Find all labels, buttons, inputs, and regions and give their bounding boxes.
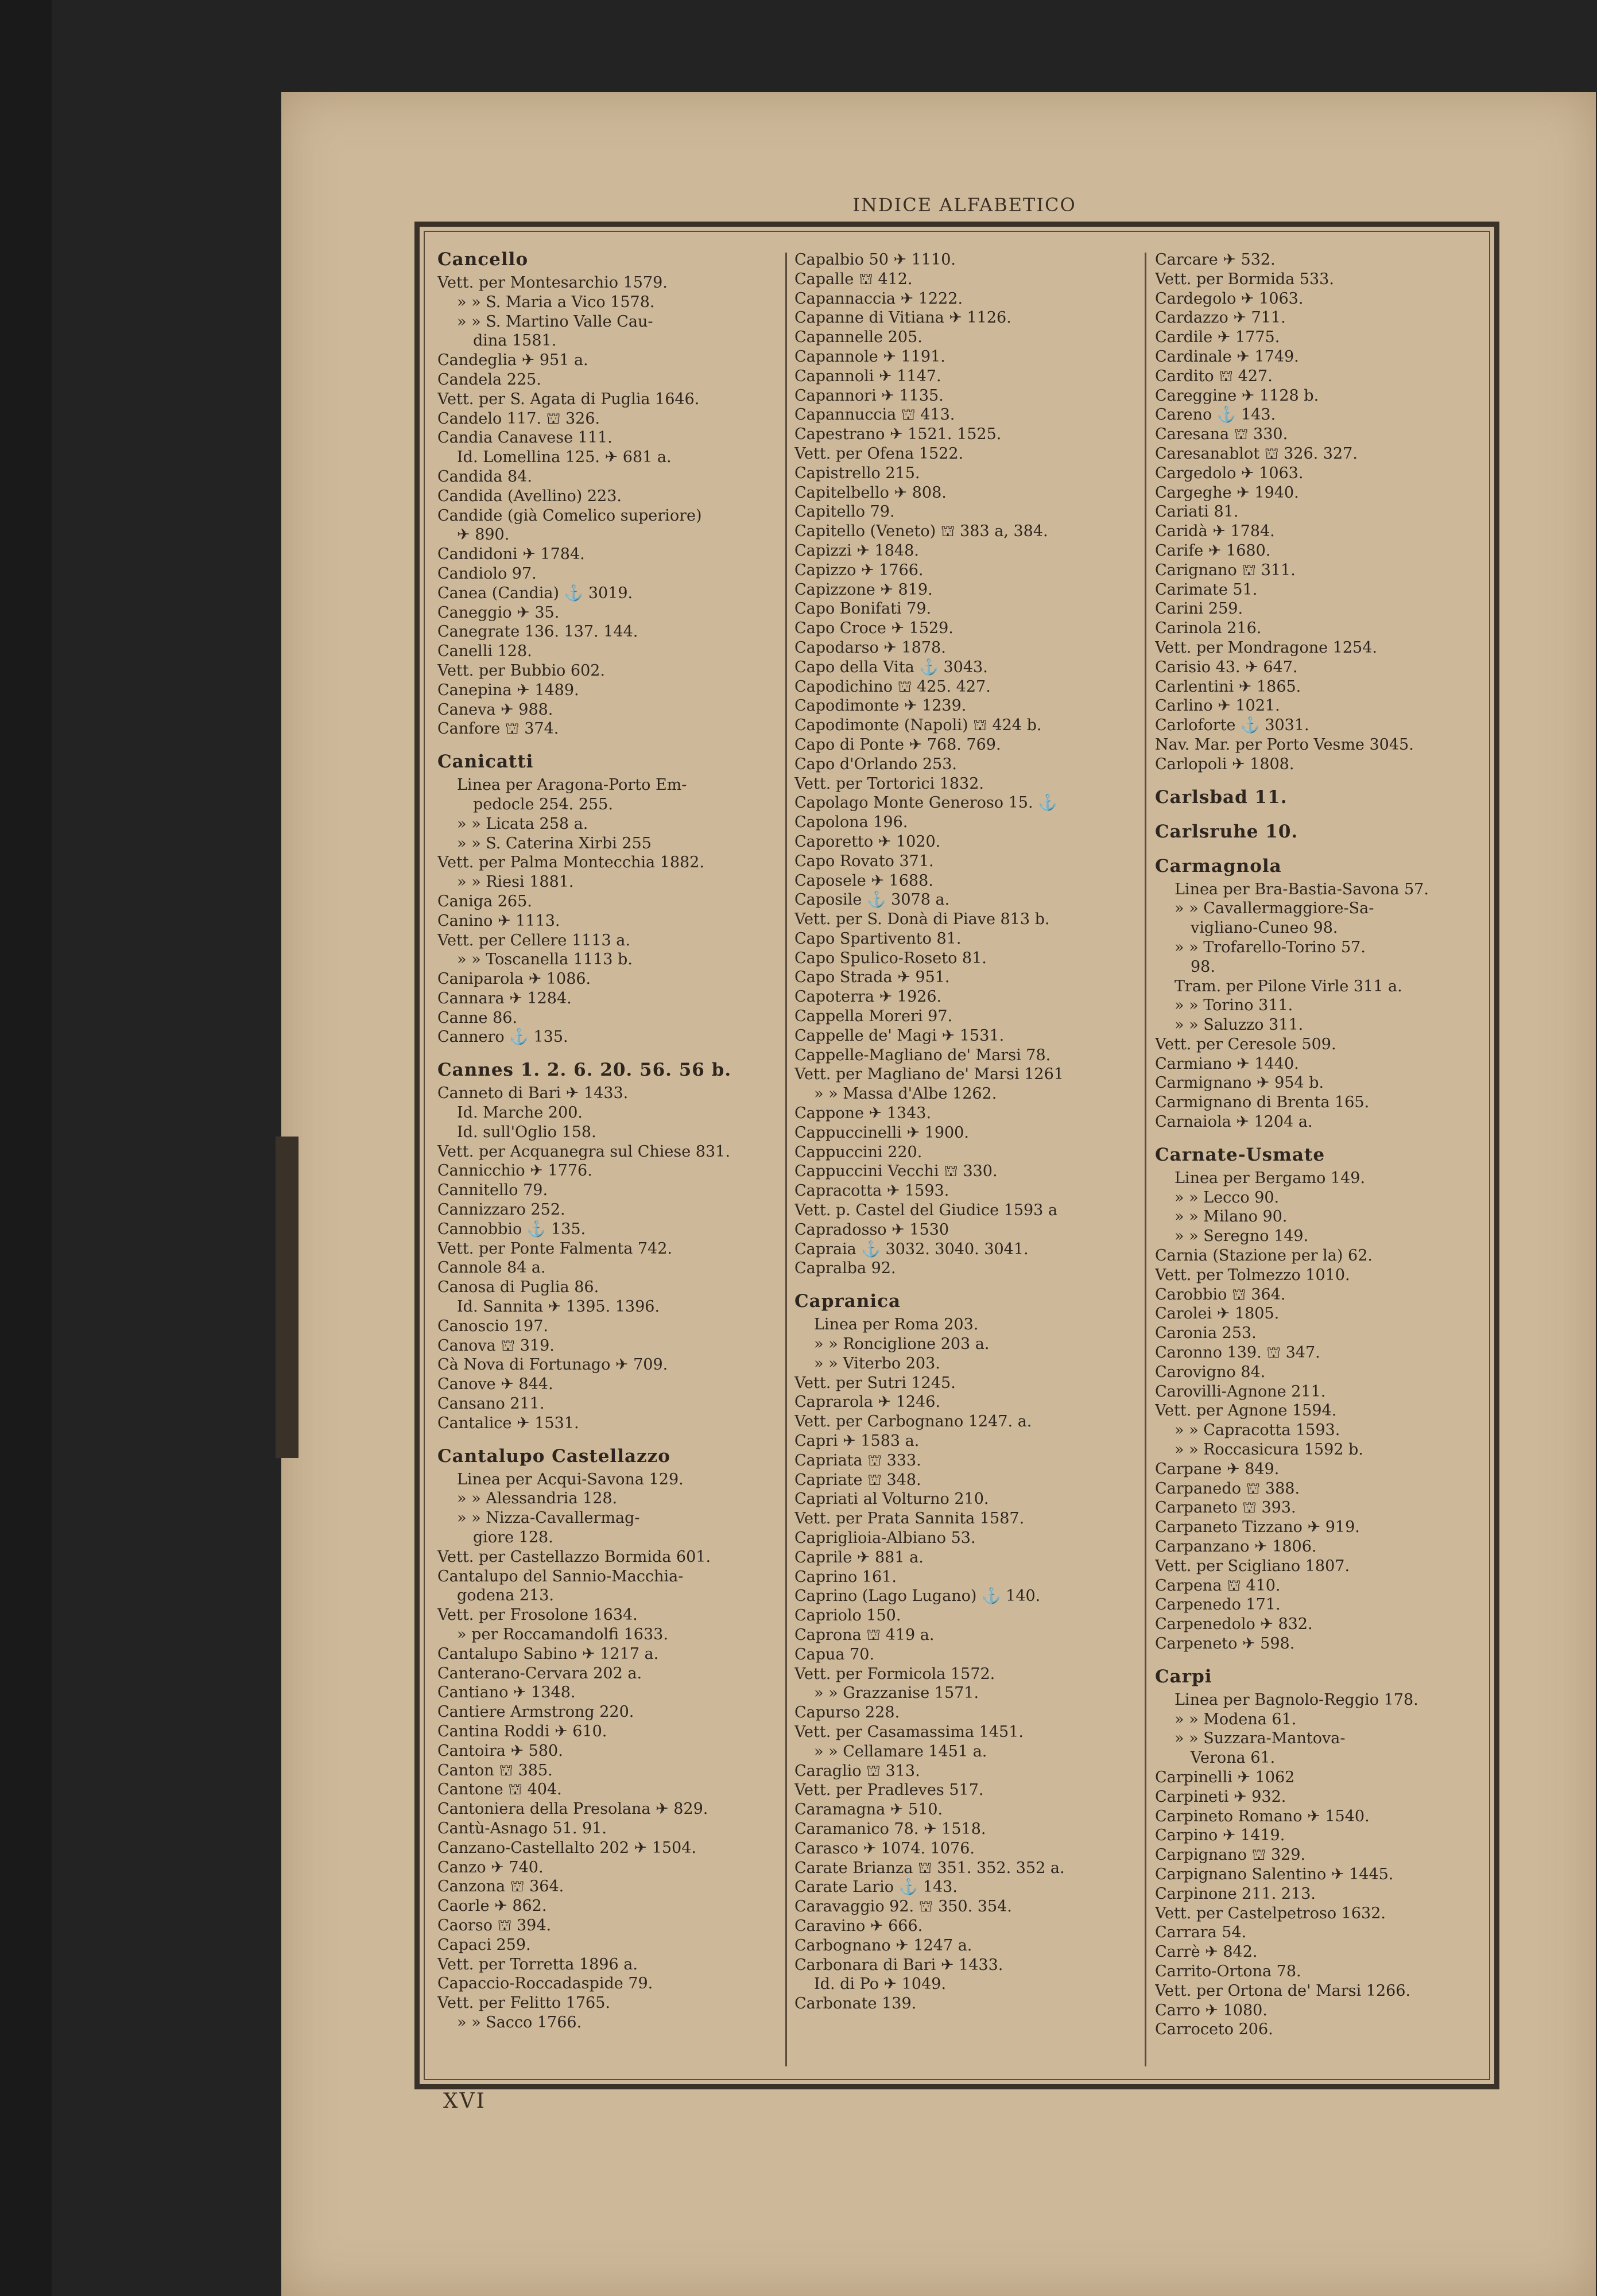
index-entry: Cansano 211. [437,1395,545,1413]
index-entry: Cannole 84 a. [437,1259,546,1277]
index-entry: Capriglioia-Albiano 53. [794,1529,976,1547]
index-continuation: dina 1581. [473,332,557,350]
index-entry: Cannizzaro 252. [437,1201,565,1219]
index-subentry: Linea per Roma 203. [814,1316,979,1334]
index-entry: Vett. per Ceresole 509. [1155,1035,1336,1053]
index-entry: Cardile ✈ 1775. [1155,328,1280,347]
index-entry: Carpane ✈ 849. [1155,1460,1280,1478]
index-entry: Carnaiola ✈ 1204 a. [1155,1113,1313,1131]
index-heading: Carnate-Usmate [1155,1144,1325,1165]
running-title: INDICE ALFABETICO [852,194,1076,216]
index-subentry: » » Licata 258 a. [457,815,588,833]
index-entry: Carpenedo 171. [1155,1596,1281,1614]
index-entry: Capitelbello ✈ 808. [794,483,947,502]
index-entry: Cappelle de' Magi ✈ 1531. [794,1026,1005,1045]
index-entry: Carpanzano ✈ 1806. [1155,1538,1317,1556]
index-entry: Cantoira ✈ 580. [437,1742,563,1760]
index-entry: Cannara ✈ 1284. [437,989,572,1007]
index-subentry: » » S. Martino Valle Cau- [457,312,653,331]
index-entry: Canea (Candia) ⚓ 3019. [437,584,633,602]
index-entry: Vett. per Palma Montecchia 1882. [437,854,704,872]
index-subentry: ✈ 890. [457,526,510,544]
index-entry: Vett. per Torretta 1896 a. [437,1955,638,1973]
index-entry: Caprile ✈ 881 a. [794,1548,924,1566]
index-entry: Caneva ✈ 988. [437,700,553,719]
index-entry: Carrara 54. [1155,1923,1247,1942]
index-entry: Capo Strada ✈ 951. [794,968,950,987]
index-entry: Carpineti ✈ 932. [1155,1787,1286,1806]
index-heading: Capranica [794,1291,901,1312]
index-entry: Canove ✈ 844. [437,1375,553,1394]
index-subentry: » per Roccamandolfi 1633. [457,1626,668,1643]
index-continuation: vigliano-Cuneo 98. [1191,919,1338,937]
index-entry: Carisio 43. ✈ 647. [1155,658,1298,676]
index-entry: Capriate ⛫ 348. [794,1471,921,1489]
index-entry: Canegrate 136. 137. 144. [437,623,638,641]
index-entry: Cantalupo del Sannio-Macchia- [437,1567,684,1585]
index-entry: Cantiere Armstrong 220. [437,1703,634,1721]
index-entry: Capriolo 150. [794,1607,901,1625]
index-subentry: » » Saluzzo 311. [1175,1016,1304,1034]
index-entry: Vett. per Carbognano 1247. a. [794,1413,1032,1431]
index-entry: Canoscio 197. [437,1317,548,1335]
index-entry: Capaccio-Roccadaspide 79. [437,1975,653,1993]
index-entry: Carroceto 206. [1155,2020,1273,2039]
index-continuation: pedocle 254. 255. [473,795,613,813]
index-entry: Carate Lario ⚓ 143. [794,1878,958,1896]
column-rule [785,253,787,2066]
index-entry: Cantù-Asnago 51. 91. [437,1819,607,1837]
index-entry: Caronia 253. [1155,1324,1257,1343]
index-entry: Caramanico 78. ✈ 1518. [794,1820,986,1838]
index-entry: Carbognano ✈ 1247 a. [794,1936,972,1954]
index-entry: Cantone ⛫ 404. [437,1781,562,1799]
index-entry: Canino ✈ 1113. [437,912,560,930]
index-entry: Caneggio ✈ 35. [437,603,560,622]
index-entry: Carpignano ⛫ 329. [1155,1846,1306,1864]
index-entry: Capodichino ⛫ 425. 427. [794,677,991,696]
index-heading: Carmagnola [1155,855,1282,876]
index-heading: Carlsruhe 10. [1155,821,1298,842]
index-entry: Capalle ⛫ 412. [794,270,913,288]
index-entry: Capo di Ponte ✈ 768. 769. [794,735,1001,754]
index-continuation: 98. [1191,957,1215,976]
index-entry: Caresana ⛫ 330. [1155,425,1288,444]
index-entry: Capo Rovato 371. [794,852,934,870]
index-entry: Capitello 79. [794,503,895,521]
index-entry: Carolei ✈ 1805. [1155,1305,1280,1323]
index-entry: Cantoniera della Presolana ✈ 829. [437,1800,708,1818]
index-entry: Carovigno 84. [1155,1363,1266,1381]
index-heading: Canicatti [437,751,534,773]
index-entry: Carlentini ✈ 1865. [1155,677,1301,696]
index-entry: Capalbio 50 ✈ 1110. [794,251,956,269]
index-entry: Carrito-Ortona 78. [1155,1962,1301,1980]
index-entry: Capistrello 215. [794,464,920,482]
index-entry: Candela 225. [437,370,541,389]
index-entry: Cargedolo ✈ 1063. [1155,464,1304,482]
index-entry: Capannoli ✈ 1147. [794,367,941,385]
index-subentry: » » Viterbo 203. [814,1354,940,1372]
index-entry: Caridà ✈ 1784. [1155,522,1275,541]
index-continuation: Verona 61. [1191,1749,1276,1767]
index-subentry: Id. sull'Oglio 158. [457,1123,596,1141]
index-entry: Carife ✈ 1680. [1155,541,1271,560]
index-entry: Cappone ✈ 1343. [794,1104,932,1123]
index-entry: Canfore ⛫ 374. [437,720,559,738]
index-entry: Vett. per Pradleves 517. [794,1781,984,1799]
index-heading: Carpi [1155,1666,1212,1687]
index-entry: Vett. per Prata Sannita 1587. [794,1510,1025,1528]
index-subentry: » » Grazzanise 1571. [814,1684,979,1702]
index-entry: Carro ✈ 1080. [1155,2001,1267,2019]
index-entry: Carrè ✈ 842. [1155,1943,1258,1961]
index-entry: Vett. per Bubbio 602. [437,661,606,680]
index-entry: Capodimonte (Napoli) ⛫ 424 b. [794,716,1042,735]
index-entry: Candida 84. [437,467,532,486]
index-entry: Canosa di Puglia 86. [437,1278,599,1297]
index-subentry: Id. di Po ✈ 1049. [814,1975,947,1994]
index-entry: Carbonate 139. [794,1995,917,2013]
index-entry: Carmignano ✈ 954 b. [1155,1074,1324,1092]
index-heading: Carlsbad 11. [1155,786,1288,808]
index-subentry: » » Toscanella 1113 b. [457,951,633,969]
index-subentry: Id. Marche 200. [457,1104,583,1122]
index-entry: Capizzo ✈ 1766. [794,561,924,579]
index-entry: Cannicchio ✈ 1776. [437,1162,592,1180]
index-entry: Vett. per Cellere 1113 a. [437,931,630,949]
index-subentry: » » Riesi 1881. [457,873,574,891]
index-entry: Careno ⚓ 143. [1155,406,1276,424]
index-entry: Capri ✈ 1583 a. [794,1432,920,1450]
index-entry: Carpena ⛫ 410. [1155,1576,1281,1595]
index-entry: Vett. per Tortorici 1832. [794,774,984,793]
index-entry: Carpino ✈ 1419. [1155,1826,1285,1845]
index-entry: Canzo ✈ 740. [437,1858,544,1876]
index-heading: Cantalupo Castellazzo [437,1445,670,1467]
index-entry: Caorle ✈ 862. [437,1897,547,1915]
index-entry: Cardazzo ✈ 711. [1155,309,1286,327]
index-entry: Capitello (Veneto) ⛫ 383 a, 384. [794,522,1048,541]
index-subentry: Linea per Aragona-Porto Em- [457,776,687,794]
index-entry: Caniparola ✈ 1086. [437,970,591,988]
index-entry: Capaci 259. [437,1936,531,1954]
index-entry: Capoterra ✈ 1926. [794,988,942,1006]
index-entry: Vett. per Castellazzo Bormida 601. [437,1548,711,1566]
index-entry: Capo Croce ✈ 1529. [794,619,953,638]
index-entry: Vett. per Felitto 1765. [437,1994,610,2012]
index-entry: Candia Canavese 111. [437,429,613,447]
index-entry: Canzona ⛫ 364. [437,1878,564,1896]
page-folio: XVI [443,2089,486,2113]
index-continuation: giore 128. [473,1529,553,1547]
index-entry: Canepina ✈ 1489. [437,681,579,699]
index-entry: Capolago Monte Generoso 15. ⚓ [794,794,1057,812]
index-entry: Carpinone 211. 213. [1155,1884,1316,1903]
index-entry: Vett. p. Castel del Giudice 1593 a [794,1201,1058,1220]
index-entry: Capolona 196. [794,813,908,832]
index-entry: Cappuccinelli ✈ 1900. [794,1123,969,1142]
index-entry: Capo della Vita ⚓ 3043. [794,658,988,676]
index-entry: Carini 259. [1155,600,1243,618]
index-entry: Carate Brianza ⛫ 351. 352. 352 a. [794,1859,1065,1877]
index-entry: Capodarso ✈ 1878. [794,638,946,657]
index-entry: Carpinelli ✈ 1062 [1155,1768,1295,1786]
index-entry: Caronno 139. ⛫ 347. [1155,1344,1320,1362]
index-entry: Caprona ⛫ 419 a. [794,1626,935,1644]
index-entry: Canelli 128. [437,642,532,661]
index-entry: Cannobbio ⚓ 135. [437,1220,586,1238]
index-entry: Carmignano di Brenta 165. [1155,1093,1370,1112]
index-entry: Carpenedolo ✈ 832. [1155,1615,1313,1634]
index-entry: Capestrano ✈ 1521. 1525. [794,425,1002,444]
index-entry: Caramagna ✈ 510. [794,1801,943,1819]
index-column-1 [437,250,777,2070]
background-left [0,0,52,2296]
index-subentry: » » S. Caterina Xirbi 255 [457,834,652,852]
index-entry: Vett. per Mondragone 1254. [1155,638,1377,657]
index-entry: Vett. per S. Donà di Piave 813 b. [794,910,1050,929]
index-subentry: » » Massa d'Albe 1262. [814,1085,997,1103]
index-entry: Caposele ✈ 1688. [794,871,933,890]
index-entry: Vett. per Acquanegra sul Chiese 831. [437,1142,730,1161]
index-subentry: Linea per Acqui-Savona 129. [457,1470,684,1488]
index-entry: Carinola 216. [1155,619,1262,638]
index-entry: Carbonara di Bari ✈ 1433. [794,1956,1003,1974]
index-entry: Vett. per Ofena 1522. [794,444,964,463]
index-entry: Capo Spartivento 81. [794,929,962,948]
index-entry: Cardito ⛫ 427. [1155,367,1273,385]
index-column-2 [794,250,1134,2070]
index-subentry: » » Torino 311. [1175,996,1293,1015]
index-entry: Caravino ✈ 666. [794,1917,923,1935]
index-entry: Capannori ✈ 1135. [794,386,944,405]
index-entry: Nav. Mar. per Porto Vesme 3045. [1155,735,1414,754]
index-entry: Candida (Avellino) 223. [437,487,622,505]
index-subentry: » » Milano 90. [1175,1208,1288,1226]
index-entry: Cantina Roddi ✈ 610. [437,1722,607,1740]
index-entry: Caprarola ✈ 1246. [794,1393,941,1411]
index-subentry: » » Nizza-Cavallermag- [457,1509,640,1527]
index-subentry: Linea per Bagnolo-Reggio 178. [1175,1690,1418,1709]
index-heading: Cancello [437,250,529,270]
index-entry: Vett. per Bormida 533. [1155,270,1334,288]
index-subentry: » » Seregno 149. [1175,1227,1309,1246]
index-subentry: » » Suzzara-Mantova- [1175,1729,1346,1748]
column-rule [1145,253,1146,2066]
index-entry: Capo Bonifati 79. [794,600,932,618]
index-entry: Cantalice ✈ 1531. [437,1414,579,1432]
index-entry: Capannole ✈ 1191. [794,347,945,366]
index-entry: Vett. per Montesarchio 1579. [437,274,668,292]
index-entry: Canton ⛫ 385. [437,1761,553,1779]
index-entry: Carimate 51. [1155,580,1258,599]
index-column-3 [1155,250,1494,2070]
index-entry: Canneto di Bari ✈ 1433. [437,1084,629,1103]
index-entry: Cappuccini 220. [794,1143,922,1161]
index-entry: Capizzi ✈ 1848. [794,541,919,560]
index-entry: Capo Spulico-Roseto 81. [794,949,987,967]
index-subentry: » » Roccasicura 1592 b. [1175,1441,1363,1459]
index-subentry: » » Ronciglione 203 a. [814,1335,990,1353]
index-entry: Canzano-Castellalto 202 ✈ 1504. [437,1839,696,1857]
index-entry: Carpaneto ⛫ 393. [1155,1499,1296,1517]
index-entry: Vett. per Tolmezzo 1010. [1155,1266,1350,1284]
index-entry: Capradosso ✈ 1530 [794,1220,949,1239]
index-entry: Candiolo 97. [437,564,537,583]
index-entry: Carpeneto ✈ 598. [1155,1635,1295,1653]
index-entry: Capannaccia ✈ 1222. [794,289,963,308]
index-entry: Vett. per Ponte Falmenta 742. [437,1239,672,1258]
index-entry: Carlino ✈ 1021. [1155,697,1280,715]
index-entry: Cappelle-Magliano de' Marsi 78. [794,1046,1051,1064]
index-entry: Capua 70. [794,1645,875,1663]
index-subentry: Linea per Bra-Bastia-Savona 57. [1175,880,1429,898]
index-entry: Candeglia ✈ 951 a. [437,351,588,370]
index-entry: Capo d'Orlando 253. [794,755,957,773]
index-subentry: » » Cellamare 1451 a. [814,1742,987,1760]
index-entry: Canterano-Cervara 202 a. [437,1664,642,1682]
index-subentry: » » Alessandria 128. [457,1490,618,1508]
index-subentry: Id. Lomellina 125. ✈ 681 a. [457,448,672,467]
index-entry: Vett. per Magliano de' Marsi 1261 [794,1065,1064,1084]
index-entry: Vett. per Casamassima 1451. [794,1723,1024,1741]
index-entry: Carasco ✈ 1074. 1076. [794,1839,975,1857]
index-entry: Vett. per Sutri 1245. [794,1374,956,1392]
index-entry: Carovilli-Agnone 211. [1155,1382,1326,1401]
index-subentry: godena 213. [457,1587,554,1605]
index-entry: Cariati 81. [1155,503,1239,521]
index-entry: Capannelle 205. [794,328,922,347]
index-entry: Capizzone ✈ 819. [794,580,933,599]
index-entry: Cardegolo ✈ 1063. [1155,289,1304,308]
index-entry: Carignano ⛫ 311. [1155,561,1296,579]
index-entry: Cantiano ✈ 1348. [437,1684,576,1702]
index-entry: Carobbio ⛫ 364. [1155,1285,1286,1304]
index-subentry: » » Sacco 1766. [457,2013,582,2031]
index-entry: Vett. per Frosolone 1634. [437,1606,638,1624]
index-entry: Carpanedo ⛫ 388. [1155,1479,1300,1498]
index-entry: Capriata ⛫ 333. [794,1451,921,1469]
index-entry: Caravaggio 92. ⛫ 350. 354. [794,1898,1012,1916]
index-entry: Carpignano Salentino ✈ 1445. [1155,1865,1394,1883]
index-entry: Caprino (Lago Lugano) ⚓ 140. [794,1587,1041,1605]
index-entry: Caraglio ⛫ 313. [794,1762,920,1780]
index-subentry: » » S. Maria a Vico 1578. [457,293,655,311]
index-entry: Capraia ⚓ 3032. 3040. 3041. [794,1240,1029,1258]
index-entry: Cappuccini Vecchi ⛫ 330. [794,1162,998,1181]
index-entry: Cargeghe ✈ 1940. [1155,483,1299,502]
index-entry: Candidoni ✈ 1784. [437,545,585,564]
index-subentry: Linea per Bergamo 149. [1175,1169,1366,1187]
index-entry: Cantalupo Sabino ✈ 1217 a. [437,1645,659,1663]
index-entry: Cannero ⚓ 135. [437,1028,568,1046]
index-entry: Capriati al Volturno 210. [794,1490,989,1508]
index-entry: Carloforte ⚓ 3031. [1155,716,1309,735]
index-entry: Caresanablot ⛫ 326. 327. [1155,444,1358,463]
index-entry: Canne 86. [437,1009,518,1027]
index-entry: Caprino 161. [794,1568,897,1586]
index-entry: Caorso ⛫ 394. [437,1916,552,1934]
index-entry: Vett. per S. Agata di Puglia 1646. [437,390,700,408]
index-entry: Carmiano ✈ 1440. [1155,1054,1299,1073]
index-entry: Carcare ✈ 532. [1155,251,1276,269]
index-entry: Cannitello 79. [437,1181,548,1200]
index-entry: Candelo 117. ⛫ 326. [437,409,600,428]
index-entry: Capurso 228. [794,1704,900,1722]
index-entry: Carlopoli ✈ 1808. [1155,755,1294,773]
index-entry: Capralba 92. [794,1259,896,1278]
index-entry: Carpineto Romano ✈ 1540. [1155,1807,1370,1825]
index-entry: Carpaneto Tizzano ✈ 919. [1155,1518,1360,1537]
index-entry: Carnia (Stazione per la) 62. [1155,1247,1373,1265]
torn-edge [276,1137,299,1458]
index-heading: Cannes 1. 2. 6. 20. 56. 56 b. [437,1060,732,1081]
index-entry: Cappella Moreri 97. [794,1007,953,1026]
index-subentry: » » Lecco 90. [1175,1188,1280,1207]
index-subentry: Id. Sannita ✈ 1395. 1396. [457,1298,660,1316]
index-entry: Cà Nova di Fortunago ✈ 709. [437,1356,668,1374]
index-entry: Capracotta ✈ 1593. [794,1182,949,1200]
index-subentry: » » Modena 61. [1175,1710,1297,1728]
index-entry: Caposile ⚓ 3078 a. [794,891,950,909]
index-subentry: » » Capracotta 1593. [1175,1421,1340,1440]
index-entry: Capodimonte ✈ 1239. [794,697,967,715]
index-entry: Candide (già Comelico superiore) [437,506,702,525]
index-entry: Capannuccia ⛫ 413. [794,406,955,424]
index-entry: Vett. per Agnone 1594. [1155,1402,1337,1420]
index-entry: Capanne di Vitiana ✈ 1126. [794,309,1011,327]
index-entry: Vett. per Formicola 1572. [794,1665,995,1683]
index-entry: Careggine ✈ 1128 b. [1155,386,1319,405]
index-subentry: Tram. per Pilone Virle 311 a. [1175,977,1402,995]
index-entry: Vett. per Scigliano 1807. [1155,1557,1350,1575]
index-entry: Canova ⛫ 319. [437,1336,555,1355]
index-entry: Vett. per Ortona de' Marsi 1266. [1155,1981,1411,2000]
index-entry: Caporetto ✈ 1020. [794,832,941,851]
index-subentry: » » Trofarello-Torino 57. [1175,938,1366,956]
index-entry: Vett. per Castelpetroso 1632. [1155,1904,1386,1922]
index-subentry: » » Cavallermaggiore-Sa- [1175,899,1374,918]
index-entry: Caniga 265. [437,892,532,910]
index-entry: Cardinale ✈ 1749. [1155,347,1299,366]
